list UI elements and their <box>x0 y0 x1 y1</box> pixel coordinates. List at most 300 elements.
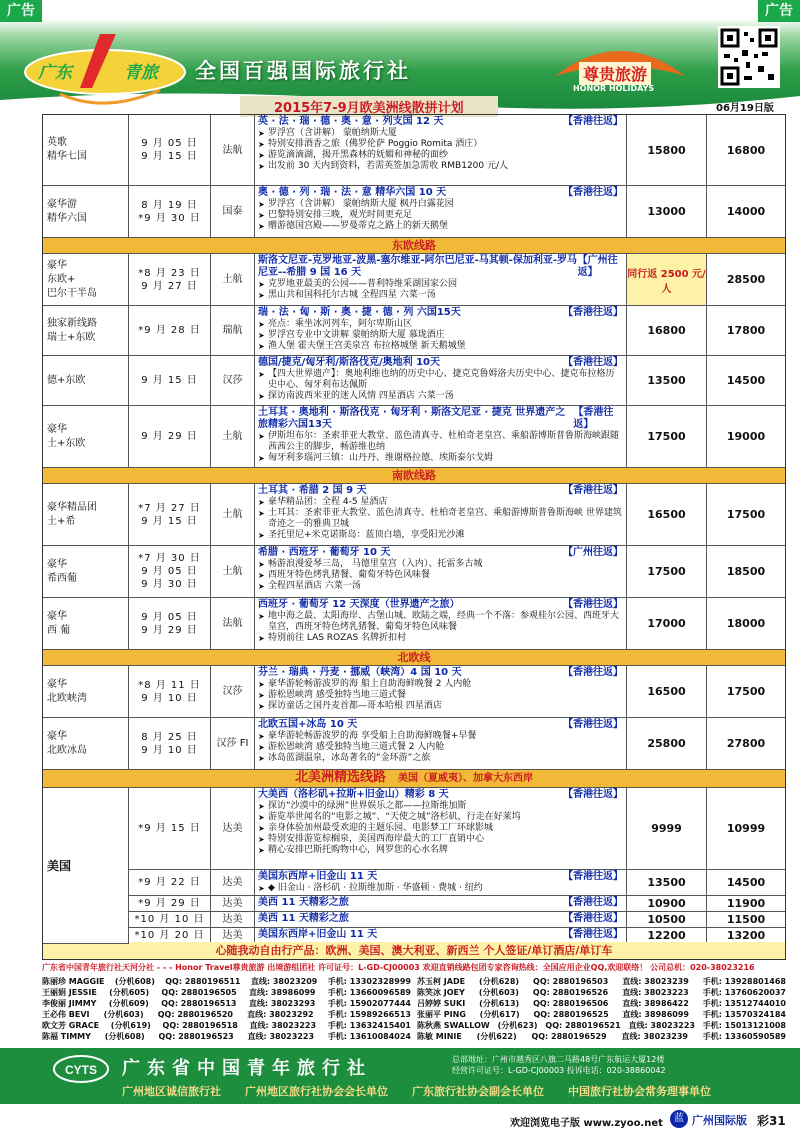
slogan: 全国百强国际旅行社 <box>195 59 411 83</box>
contact-t: 直线: 38023223 <box>628 1021 695 1030</box>
tour-name: 豪华 <box>47 259 67 271</box>
departure-date: 9 月 15 日 <box>141 515 198 527</box>
tour-row[interactable] <box>43 546 785 598</box>
itinerary-item: ➤ 匈牙利多瑙河三镇：山丹丹、维谢格拉德、埃斯泰尔戈姆 <box>258 453 623 464</box>
itinerary <box>255 306 627 355</box>
departure-city: 【香港往返】 <box>563 485 623 496</box>
contact-row <box>42 1020 411 1031</box>
price-retail: 18500 <box>726 565 766 578</box>
price-retail: 17500 <box>726 508 766 521</box>
tour-name-cell <box>43 115 129 185</box>
contact-q: QQ: 2880196513 <box>161 999 237 1008</box>
departure-date: *9 月 15 日 <box>138 823 201 834</box>
departure-date: *7 月 27 日 <box>138 502 201 514</box>
airline: 土航 <box>211 254 255 305</box>
price-peer: 10900 <box>627 896 707 911</box>
itinerary-item: ➤ 游览滴滴湖，揭开黑森林的妩媚和神秘的面纱 <box>258 150 623 161</box>
itinerary-title <box>258 307 623 319</box>
honor-holidays-logo <box>545 36 695 100</box>
departure-date: 9 月 30 日 <box>141 579 198 590</box>
footer-company-name: 广东省中国青年旅行社 <box>122 1058 372 1079</box>
contact-n: 陈敏 MINIE <box>417 1032 462 1041</box>
departure-date: 9 月 05 日 <box>141 138 198 149</box>
affiliation-item: 广州地区旅行社协会会长单位 <box>245 1085 388 1098</box>
itinerary-title <box>258 599 623 611</box>
departure-date: *10 月 10 日 <box>134 914 205 925</box>
itinerary-item: ➤ 赠游德国宫殿——罗曼蒂克之路上的新天鹅堡 <box>258 221 623 232</box>
tour-name: 瑞士+东欧 <box>47 331 96 343</box>
itinerary-title <box>258 407 623 431</box>
tour-name: 豪华 <box>47 678 67 690</box>
departure-dates <box>129 306 211 355</box>
itinerary-title-text: 瑞 · 法 · 匈 · 斯 · 奥 · 捷 · 德 · 列 六国15天 <box>258 307 461 318</box>
departure-city: 【广州往返】 <box>563 547 623 558</box>
itinerary-item: ➤ 豪华游轮畅游波罗的海 享受船上自助海鲜晚餐+早餐 <box>258 731 623 742</box>
contact-q: QQ: 2880196518 <box>162 1021 238 1030</box>
itinerary-title-text: 美国东西岸+旧金山 11 天 <box>258 871 378 882</box>
affiliation-item: 广州地区诚信旅行社 <box>122 1085 221 1098</box>
contact-q: QQ: 2880196505 <box>161 988 237 997</box>
departure-city: 【香港往返】 <box>563 187 623 198</box>
contact-t: 直线: 38986099 <box>622 1010 689 1019</box>
price-peer: 16500 <box>627 666 707 717</box>
itinerary-item: ➤ 圣托里尼+米克诺斯岛：蓝顶白墙，享受阳光沙滩 <box>258 530 623 541</box>
contact-q: QQ: 2880196503 <box>533 977 609 986</box>
itinerary-item: ➤ 亮点：乘坐冰河列车，阿尔卑斯山区 <box>258 319 623 330</box>
tour-name: 土+希 <box>47 515 76 527</box>
tour-name-cell <box>43 306 129 355</box>
tour-name: 精华六国 <box>47 212 87 224</box>
contact-n: 陈秋燕 SWALLOW <box>417 1021 490 1030</box>
contact-e: (分机603) <box>103 1010 144 1019</box>
itinerary-title-text: 土耳其 · 奥地利 · 斯洛伐克 · 匈牙利 · 斯洛文尼亚 · 捷克 世界遗产之旅精彩六国13天 <box>258 407 566 430</box>
contact-q: QQ: 2880196520 <box>157 1010 233 1019</box>
tour-name-cell <box>43 546 129 597</box>
departure-date: *9 月 29 日 <box>138 898 201 909</box>
tour-row[interactable] <box>43 484 785 546</box>
departure-date: 9 月 27 日 <box>141 280 198 292</box>
departure-city: 【香港往返】 <box>563 116 623 127</box>
itinerary-item: ➤ 【四大世界遗产】：奥地利维也纳的历史中心、捷克克鲁姆洛夫历史中心、捷克布拉格历史中心、匈牙利布达佩斯 <box>258 369 623 391</box>
price-retail: 28500 <box>726 273 766 286</box>
contact-row <box>42 987 411 998</box>
tour-name: 巴尔干半岛 <box>47 287 97 299</box>
section-header <box>43 770 785 788</box>
blue-badge-icon: 蓝 <box>670 1110 688 1128</box>
tour-row[interactable] <box>43 598 785 650</box>
section-header <box>43 468 785 484</box>
departure-city: 【香港往返】 <box>563 667 623 678</box>
airline: 达美 <box>211 896 255 911</box>
contact-t: 直线: 38023292 <box>247 1010 314 1019</box>
itinerary <box>255 896 627 911</box>
contact-m: 手机: 13512744010 <box>702 999 786 1008</box>
price-retail: 27800 <box>726 737 766 750</box>
contact-n: 陈丽珍 MAGGIE <box>42 977 105 986</box>
departure-date: *7 月 30 日 <box>138 553 201 564</box>
itinerary-item: ➤ 特别前往 LAS ROZAS 名牌折扣村 <box>258 633 623 644</box>
departure-city: 【香港往返】 <box>563 897 623 908</box>
itinerary-item: ➤ 探访童话之国丹麦首都—哥本哈根 四星酒店 <box>258 701 623 712</box>
itinerary-item: ➤ 特别安排游览棕榈泉，美国西海岸最大的工厂直销中心 <box>258 834 623 845</box>
itinerary-item: ➤ 克罗地亚最美的公园——普利特维采湖国家公园 <box>258 279 623 290</box>
price-peer: 13500 <box>627 870 707 895</box>
contact-n: 王必伟 BEVI <box>42 1010 90 1019</box>
tour-name: 西 葡 <box>47 624 71 636</box>
section-subtitle: 美国（夏威夷）、加拿大东西岸 <box>398 773 533 784</box>
price-peer: 16500 <box>627 484 707 545</box>
tour-name-cell <box>43 186 129 237</box>
departure-city: 【香港往返】 <box>563 871 623 882</box>
itinerary-item: ➤ 亲身体验加州最受欢迎的主题乐园、电影梦工厂环球影城 <box>258 823 623 834</box>
itinerary-title-text: 美国东西岸+旧金山 11 天 <box>258 929 378 940</box>
departure-dates <box>129 896 211 911</box>
itinerary-item: ➤ 地中海之最、太阳海岸、古堡山城、欧陆之端，经典一个不落：参观桂尔公园、西班牙大皇宫，西班牙特色烤乳猪餐、葡萄牙特色风味餐 <box>258 611 623 633</box>
itinerary-title <box>258 789 623 801</box>
itinerary-title-text: 德国/捷克/匈牙利/斯洛伐克/奥地利 10天 <box>258 357 441 368</box>
itinerary-item: ➤ 出发前 30 天内到资料，若需英签加急需收 RMB1200 元/人 <box>258 161 623 172</box>
contact-e: (分机603) <box>478 988 519 997</box>
price-peer: 13000 <box>627 186 707 237</box>
departure-date: 8 月 19 日 <box>141 199 198 211</box>
contact-row <box>417 998 786 1009</box>
qr-code <box>718 26 780 88</box>
departure-city: 【香港往返】 <box>563 929 623 940</box>
price-peer: 25800 <box>627 718 707 769</box>
tour-row[interactable] <box>43 254 785 306</box>
departure-dates <box>129 598 211 649</box>
itinerary-title <box>258 255 623 279</box>
itinerary-title <box>258 547 623 559</box>
tour-name: 东欧+ <box>47 273 76 285</box>
airline: 达美 <box>211 928 255 943</box>
tour-name: 北欧冰岛 <box>47 744 87 756</box>
itinerary <box>255 115 627 185</box>
contact-m: 手机: 15013121008 <box>702 1021 786 1030</box>
contact-q: QQ: 2880196506 <box>533 999 609 1008</box>
tour-name: 英歌 <box>47 137 67 148</box>
contact-q: QQ: 2880196529 <box>531 1032 607 1041</box>
contact-t: 直线: 38023223 <box>249 1021 317 1030</box>
contact-q: QQ: 2880196523 <box>158 1032 234 1041</box>
contact-m: 手机: 13632415401 <box>327 1021 411 1030</box>
contacts-left-column <box>42 976 411 1042</box>
itinerary-item: ➤ 游松恩峡湾 感受独特当地三道式餐 2 人内舱 <box>258 742 623 753</box>
airline: 汉莎 FI <box>211 718 255 769</box>
section-title: 北美洲精选线路 <box>294 770 386 785</box>
departure-date: 9 月 29 日 <box>141 624 198 636</box>
tour-name-cell <box>43 718 129 769</box>
svg-text:CYTS: CYTS <box>64 1063 98 1077</box>
itinerary-item: ➤ 伊斯坦布尔：圣索菲亚大教堂、蓝色清真寺、杜柏奇老皇宫、乘船游博斯普鲁斯海峡跟随茜茜公主的脚步，畅游维也纳 <box>258 431 623 453</box>
itinerary-item: ➤ 黑山共和国科托尔古城 全程四星 六菜一汤 <box>258 290 623 301</box>
itinerary <box>255 928 627 943</box>
footer-bar <box>0 1048 800 1104</box>
price-retail: 17800 <box>726 324 766 337</box>
airline: 国泰 <box>211 186 255 237</box>
contact-n: 张丽平 PING <box>417 1010 466 1019</box>
contact-row <box>42 976 411 987</box>
tour-row[interactable] <box>43 186 785 238</box>
qr-code-icon <box>720 28 778 86</box>
contact-m: 手机: 15989266513 <box>327 1010 411 1019</box>
contact-row <box>417 1009 786 1020</box>
tour-name: 德+东欧 <box>47 374 86 386</box>
section-title: 东欧线路 <box>392 239 436 252</box>
affiliation-item: 中国旅行社协会常务理事单位 <box>568 1085 711 1098</box>
itinerary <box>255 356 627 405</box>
tour-name: 美国 <box>47 858 72 873</box>
departure-dates <box>129 484 211 545</box>
contact-n: 陈笑冰 JOEY <box>417 988 465 997</box>
contact-n: 吕婷婷 SUKI <box>417 999 466 1008</box>
itinerary-item: ➤ 游览举世闻名的“电影之城”、“天使之城”洛杉矶，行走在好莱坞 <box>258 812 623 823</box>
itinerary-title-text: 美西 11 天精彩之旅 <box>258 897 349 908</box>
price-peer: 17000 <box>627 598 707 649</box>
tour-row[interactable] <box>43 306 785 356</box>
departure-dates <box>129 870 211 895</box>
tour-name-cell <box>43 406 129 467</box>
cyts-logo-icon <box>52 1054 110 1084</box>
contact-m: 手机: 13760620037 <box>702 988 786 997</box>
contact-n: 欧文芳 GRACE <box>42 1021 100 1030</box>
tour-name: 豪华 <box>47 730 67 742</box>
contact-e: (分机628) <box>479 977 520 986</box>
tour-name: 豪华精品团 <box>47 501 97 513</box>
itinerary <box>255 406 627 467</box>
logo-text-a: 广东 <box>38 63 72 83</box>
contact-e: (分机617) <box>479 1010 520 1019</box>
itinerary-item: ➤ 畅游浪漫爱琴三岛， 马德里皇宫（入内）、托雷多古城 <box>258 559 623 570</box>
itinerary-title <box>258 116 623 128</box>
price-retail: 19000 <box>726 430 766 443</box>
itinerary-title-text: 斯洛文尼亚-克罗地亚-波黑-塞尔维亚-阿尔巴尼亚-马其顿-保加利亚-罗马尼亚--希腊 9 国 16 天 <box>258 255 578 278</box>
contact-m: 手机: 13302328999 <box>327 977 411 986</box>
price-retail: 14500 <box>726 374 766 387</box>
price-retail: 13200 <box>726 929 766 942</box>
tour-name: 独家新线路 <box>47 317 97 329</box>
tour-name-cell <box>43 598 129 649</box>
tour-row[interactable] <box>43 356 785 406</box>
contact-t: 直线: 38023223 <box>622 988 689 997</box>
itinerary <box>255 186 627 237</box>
itinerary <box>255 254 627 305</box>
ebook-link-text[interactable]: 欢迎浏览电子版 www.zyoo.net <box>510 1118 663 1129</box>
footer-affiliations <box>122 1083 711 1099</box>
departure-date: 9 月 15 日 <box>141 151 198 162</box>
tour-row[interactable] <box>43 406 785 468</box>
itinerary-item: ➤ 特别安排酒香之旅（佛罗伦萨 Poggio Romita 酒庄） <box>258 139 623 150</box>
departure-dates <box>129 928 211 943</box>
airline: 法航 <box>211 598 255 649</box>
departure-date: *9 月 28 日 <box>138 325 201 336</box>
itinerary-item: ➤ 土耳其：圣索菲亚大教堂、蓝色清真寺、杜柏奇老皇宫、乘船游博斯普鲁斯海峡 世界建筑奇迹之一的雅典卫城 <box>258 508 623 530</box>
contact-row <box>42 1031 411 1042</box>
itinerary-title <box>258 485 623 497</box>
contact-q: QQ: 2880196525 <box>533 1010 609 1019</box>
contacts <box>42 976 786 1042</box>
tour-name: 土+东欧 <box>47 437 86 449</box>
itinerary <box>255 546 627 597</box>
price-peer: 15800 <box>627 115 707 185</box>
contact-m: 手机: 13928801468 <box>702 977 786 986</box>
itinerary-item: ➤ 全程四星酒店 六菜一汤 <box>258 581 623 592</box>
price-peer: 17500 <box>627 406 707 467</box>
tour-row[interactable] <box>43 870 785 896</box>
tour-name-cell <box>43 666 129 717</box>
contact-n: 王丽娟 JESSIE <box>42 988 97 997</box>
itinerary-item: ➤ 游松恩峡湾 感受独特当地三道式餐 <box>258 690 623 701</box>
price-retail: 18000 <box>726 617 766 630</box>
license-line: 广东省中国青年旅行社天河分社 - - - Honor Travel尊贵旅游 出境游组团社 许可证号：L-GD-CJ00003 欢迎直销线路包团专家咨询热线：全国应用企业QQ,欢迎联络！ 公司总机：020-38023216 <box>42 963 755 972</box>
itinerary-title-text: 北欧五国+冰岛 10 天 <box>258 719 358 730</box>
footer-address-line: 总部地址：广州市越秀区八旗二马路48号广东航运大厦12楼 <box>452 1055 665 1064</box>
departure-date: 9 月 05 日 <box>141 611 198 623</box>
tour-name: 豪华 <box>47 558 67 570</box>
departure-date: 8 月 25 日 <box>141 731 198 743</box>
contact-t: 直线: 38986099 <box>248 988 316 997</box>
contact-m: 手机: 15902077444 <box>327 999 411 1008</box>
ad-label-right: 广告 <box>758 0 800 22</box>
contact-m: 手机: 13660096589 <box>327 988 411 997</box>
itinerary-title <box>258 897 623 909</box>
contact-row <box>417 1020 786 1031</box>
itinerary-item: ➤ 豪华精品团：全程 4-5 星酒店 <box>258 497 623 508</box>
airline: 汉莎 <box>211 356 255 405</box>
itinerary-title-text: 芬兰 · 瑞典 · 丹麦 · 挪威（峡湾）4 国 10 天 <box>258 667 462 678</box>
contact-t: 直线: 38986422 <box>622 999 689 1008</box>
departure-dates <box>129 115 211 185</box>
departure-city: 【广州往返】 <box>577 255 618 278</box>
airline: 瑞航 <box>211 306 255 355</box>
itinerary-item: ➤ 西班牙特色烤乳猪餐、葡萄牙特色风味餐 <box>258 570 623 581</box>
contact-e: (分机622) <box>476 1032 517 1041</box>
itinerary-item: ➤ 罗浮宫专业中文讲解 蒙帕纳斯大厦 慕珑酒庄 <box>258 330 623 341</box>
departure-dates <box>129 546 211 597</box>
tour-row[interactable] <box>43 788 785 873</box>
itinerary-title <box>258 357 623 369</box>
departure-date: *10 月 20 日 <box>134 930 205 941</box>
airline: 汉莎 <box>211 666 255 717</box>
departure-date: 9 月 15 日 <box>141 375 198 386</box>
price-retail: 10999 <box>726 822 766 835</box>
contact-q: QQ: 2880196526 <box>532 988 609 997</box>
departure-city: 【香港往返】 <box>563 719 623 730</box>
airline: 土航 <box>211 546 255 597</box>
itinerary-item: ➤ 冰岛蓝湖温泉，冰岛著名的“金环游”之旅 <box>258 753 623 764</box>
tour-name: 精华七国 <box>47 151 87 162</box>
contact-e: (分机613) <box>479 999 520 1008</box>
itinerary-item: ➤ 罗浮宫（含讲解） 蒙帕纳斯大厦 <box>258 128 623 139</box>
price-peer: 13500 <box>627 356 707 405</box>
itinerary-item: ➤ 罗浮宫（含讲解） 蒙帕纳斯大厦 枫丹白露花园 <box>258 199 623 210</box>
itinerary <box>255 912 627 927</box>
price-retail: 17500 <box>726 685 766 698</box>
contacts-right-column <box>417 976 786 1042</box>
price-retail: 14000 <box>726 205 766 218</box>
price-peer: 12200 <box>627 928 707 943</box>
contact-q: QQ: 2880196511 <box>165 977 241 986</box>
contact-e: (分机605) <box>109 988 150 997</box>
tour-name-cell <box>43 254 129 305</box>
contact-e: (分机619) <box>110 1021 151 1030</box>
tour-name: 希西葡 <box>47 572 77 584</box>
departure-dates <box>129 254 211 305</box>
tour-row[interactable] <box>43 912 785 928</box>
airline: 土航 <box>211 406 255 467</box>
departure-dates <box>129 788 211 869</box>
itinerary-title-text: 英 · 法 · 瑞 · 德 · 奥 · 意 · 列支国 12 天 <box>258 116 444 127</box>
itinerary-title <box>258 913 623 925</box>
edition-date: 06月19日版 <box>716 103 774 114</box>
contact-e: (分机609) <box>108 999 149 1008</box>
contact-q: QQ: 2880196521 <box>545 1021 621 1030</box>
ad-label-left: 广告 <box>0 0 42 22</box>
contact-n: 苏玉柯 JADE <box>417 977 466 986</box>
airline: 法航 <box>211 115 255 185</box>
itinerary-title-text: 奥 · 德 · 列 · 瑞 · 法 · 意 精华六国 10 天 <box>258 187 447 198</box>
tour-row[interactable] <box>43 666 785 718</box>
itinerary-title <box>258 929 623 941</box>
departure-dates <box>129 356 211 405</box>
logo-text-b: 青旅 <box>124 63 158 83</box>
price-peer: 17500 <box>627 546 707 597</box>
itinerary-title-text: 大美西（洛杉矶+拉斯+旧金山）精彩 8 天 <box>258 789 449 800</box>
contact-t: 直线: 38023209 <box>250 977 318 986</box>
promo-line: 心随我动自由行产品：欧洲、美国、澳大利亚、新西兰 个人签证/单订酒店/单订车 <box>42 942 786 960</box>
itinerary-item: ➤ 精心安排巴斯托购物中心，网罗您的心水名牌 <box>258 845 623 856</box>
itinerary-item: ➤ 探访南波西米亚的迷人风情 四星酒店 六菜一汤 <box>258 391 623 402</box>
section-header <box>43 238 785 254</box>
contact-m: 手机: 13570324184 <box>702 1010 786 1019</box>
departure-dates <box>129 406 211 467</box>
departure-date: 9 月 05 日 <box>141 566 198 577</box>
price-peer: 10500 <box>627 912 707 927</box>
page-number: 彩31 <box>757 1114 786 1128</box>
tour-row[interactable] <box>43 896 785 912</box>
departure-date: *8 月 23 日 <box>138 267 201 279</box>
tour-name: 豪华游 <box>47 198 77 210</box>
airline: 土航 <box>211 484 255 545</box>
tour-row[interactable] <box>43 718 785 770</box>
departure-dates <box>129 666 211 717</box>
affiliation-item: 广东旅行社协会副会长单位 <box>412 1085 544 1098</box>
itinerary <box>255 484 627 545</box>
itinerary-item: ➤ ◆ 旧金山 · 洛杉矶 · 拉斯维加斯 · 华盛顿 · 费城 · 纽约 <box>258 883 623 894</box>
contact-n: 李俊丽 JIMMY <box>42 999 97 1008</box>
departure-city: 【香港往返】 <box>563 599 623 610</box>
tour-name: 豪华 <box>47 423 67 435</box>
departure-date: 9 月 10 日 <box>141 692 198 704</box>
contact-t: 直线: 38023239 <box>622 977 689 986</box>
contact-n: 陈福 TIMMY <box>42 1032 91 1041</box>
departure-date: 9 月 10 日 <box>141 744 198 756</box>
departure-date: *9 月 30 日 <box>138 212 201 224</box>
contact-e: (分机623) <box>497 1021 538 1030</box>
airline: 达美 <box>211 870 255 895</box>
section-title: 南欧线路 <box>392 469 436 482</box>
itinerary-title-text: 土耳其 · 希腊 2 国 9 天 <box>258 485 367 496</box>
departure-dates <box>129 718 211 769</box>
tour-row[interactable] <box>43 115 785 186</box>
footer-address <box>452 1054 666 1076</box>
tour-table <box>42 114 786 945</box>
itinerary-title-text: 西班牙 · 葡萄牙 12 天深度（世界遗产之旅） <box>258 599 460 610</box>
departure-city: 【香港往返】 <box>563 789 623 800</box>
contact-row <box>417 1031 786 1042</box>
price-retail: 11900 <box>726 897 766 910</box>
price-retail: 14500 <box>726 876 766 889</box>
